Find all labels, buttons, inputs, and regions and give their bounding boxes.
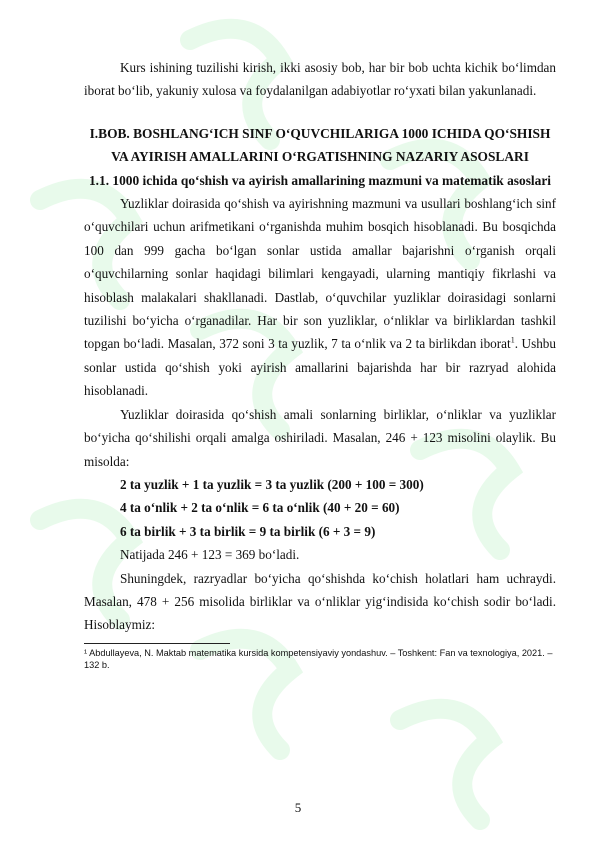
example-line: 4 ta o‘nlik + 2 ta o‘nlik = 6 ta o‘nlik (40 + 20 = 60): [120, 500, 400, 516]
body-paragraph: Yuzliklar doirasida qo‘shish amali sonlarning birliklar, o‘nliklar va yuzliklar bo‘yicha qo‘shilishi orqali amalga oshiriladi. Masalan, 246 + 123 misolini olaylik. Bu misolda:: [84, 406, 556, 469]
section-title: 1.1. 1000 ichida qo‘shish va ayirish amallarining mazmuni va matematik asoslari: [88, 172, 551, 188]
footnote-marker[interactable]: 1: [510, 336, 515, 346]
result-line: Natijada 246 + 123 = 369 bo‘ladi.: [120, 547, 300, 563]
paragraph-text: Yuzliklar doirasida qo‘shish va ayirishning mazmuni va usullari boshlang‘ich sinf o‘quvchilari uchun arifmetikani o‘rganishda muhim bosqich hisoblanadi. Bu bosqichda 100 dan 999 gacha bo‘lgan sonlar ustida amallar bajarishni o‘rganish orqali o‘quvchilarning sonlar haqidagi bilimlari kengayadi, ularning mantiqiy fikrlashi va hisoblash malakalari shakllanadi. Dastlab, o‘quvchilar yuzliklar doirasidagi sonlarni tuzilishi bo‘yicha o‘rganadilar. Har bir son yuzliklar, o‘nliklar va birliklardan tashkil topgan bo‘ladi. Masalan, 372 soni 3 ta yuzlik, 7 ta o‘nlik va 2 ta birlikdan iborat: [84, 196, 556, 352]
document-page: [84, 56, 556, 672]
example-line: 2 ta yuzlik + 1 ta yuzlik = 3 ta yuzlik (200 + 100 = 300): [120, 476, 424, 492]
body-paragraph: [84, 192, 556, 403]
footnote: ¹ Abdullayeva, N. Maktab matematika kursida kompetensiyaviy yondashuv. – Toshkent: Fan va texnologiya, 2021. – 132 b.: [84, 647, 553, 671]
footnote-divider: [84, 643, 230, 644]
intro-paragraph: Kurs ishining tuzilishi kirish, ikki asosiy bob, har bir bob uchta kichik bo‘limdan iborat bo‘lib, yakuniy xulosa va foydalanilgan adabiyotlar ro‘yxati bilan yakunlanadi.: [84, 60, 556, 99]
page-number: 5: [294, 800, 302, 815]
example-line: 6 ta birlik + 3 ta birlik = 9 ta birlik (6 + 3 = 9): [120, 523, 376, 539]
body-paragraph: Shuningdek, razryadlar bo‘yicha qo‘shishda ko‘chish holatlari ham uchraydi. Masalan, 478 + 256 misolida birliklar va o‘nliklar yig‘indisida ko‘chish sodir bo‘ladi. Hisoblaymiz:: [84, 570, 556, 633]
paragraph-text: . Ushbu sonlar ustida qo‘shish yoki ayirish amallarini bajarishda har bir razryad alohida hisoblanadi.: [84, 336, 556, 399]
chapter-title: I.BOB. BOSHLANG‘ICH SINF O‘QUVCHILARIGA 1000 ICHIDA QO‘SHISH VA AYIRISH AMALLARINI O‘RGATISHNING NAZARIY ASOSLARI: [89, 125, 551, 165]
